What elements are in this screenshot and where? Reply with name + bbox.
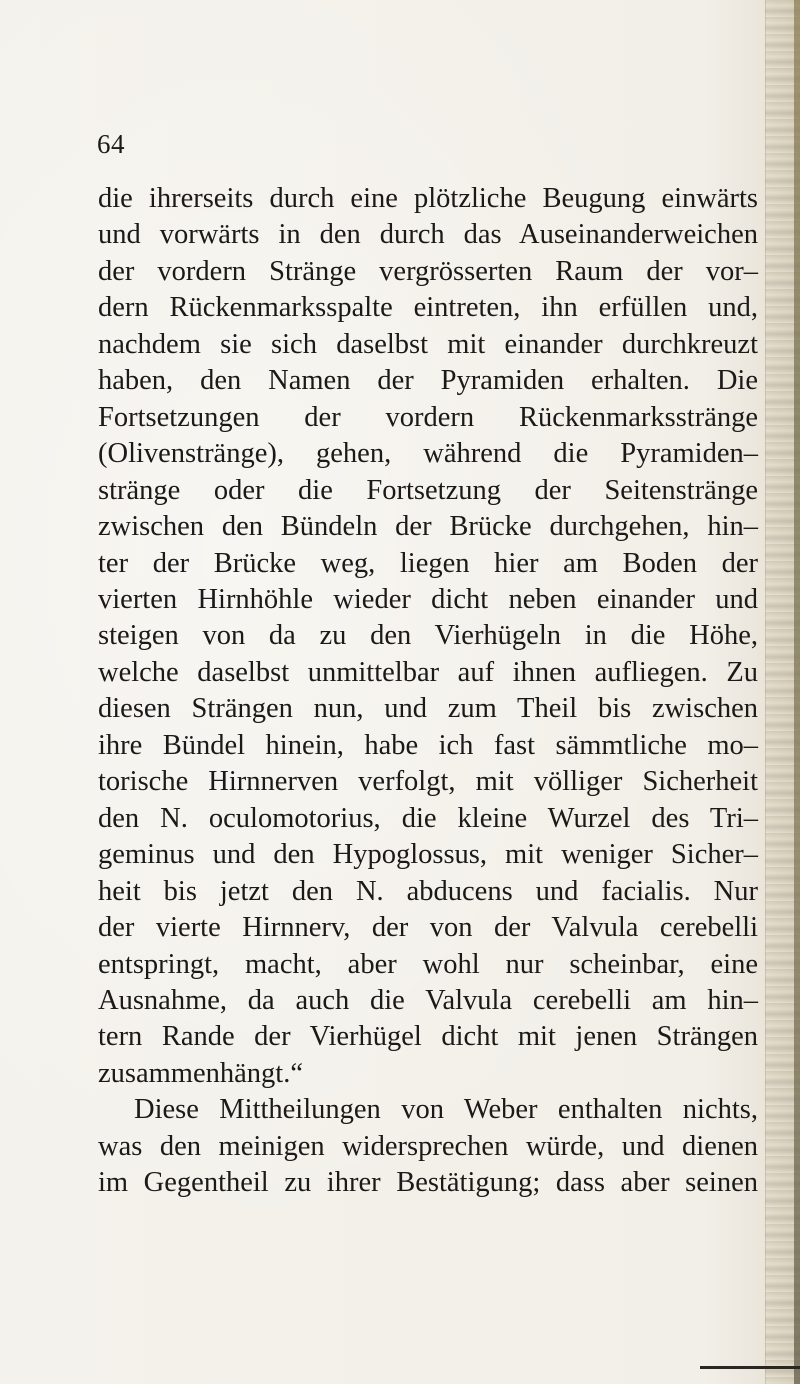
text-line: den N. oculomotorius, die kleine Wurzel des Tri– (98, 802, 758, 834)
text-line: Fortsetzungen der vordern Rückenmarksstränge (98, 401, 758, 433)
text-line: diesen Strängen nun, und zum Theil bis zwischen (98, 693, 758, 725)
text-line: der vierte Hirnnerv, der von der Valvula cerebelli (98, 912, 758, 944)
text-line: zusammenhängt.“ (98, 1057, 303, 1089)
text-line: zwischen den Bündeln der Brücke durchgehen, hin– (98, 511, 758, 543)
text-line: tern Rande der Vierhügel dicht mit jenen Strängen (98, 1021, 758, 1053)
text-line: torische Hirnnerven verfolgt, mit völliger Sicherheit (98, 766, 758, 798)
body-text (98, 181, 758, 1202)
text-line: dern Rückenmarksspalte eintreten, ihn erfüllen und, (98, 292, 758, 324)
text-line: und vorwärts in den durch das Auseinanderweichen (98, 219, 758, 251)
text-line: ter der Brücke weg, liegen hier am Boden der (98, 547, 758, 579)
text-line: heit bis jetzt den N. abducens und facialis. Nur (98, 875, 758, 907)
text-line: die ihrerseits durch eine plötzliche Beugung einwärts (98, 183, 758, 214)
text-line: der vordern Stränge vergrösserten Raum der vor– (98, 255, 758, 287)
text-line: was den meinigen widersprechen würde, und dienen (98, 1130, 758, 1162)
text-line: (Olivenstränge), gehen, während die Pyramiden– (98, 438, 758, 470)
book-spine-edge (794, 0, 800, 1384)
text-line: ihre Bündel hinein, habe ich fast sämmtliche mo– (98, 729, 758, 761)
text-line: Ausnahme, da auch die Valvula cerebelli am hin– (98, 984, 758, 1016)
text-line: haben, den Namen der Pyramiden erhalten. Die (98, 365, 758, 397)
text-line: vierten Hirnhöhle wieder dicht neben einander und (98, 583, 758, 615)
page-number: 64 (97, 129, 125, 159)
text-line: im Gegentheil zu ihrer Bestätigung; dass aber seinen (98, 1167, 758, 1199)
text-line: welche daselbst unmittelbar auf ihnen aufliegen. Zu (98, 656, 758, 688)
text-line: geminus und den Hypoglossus, mit weniger Sicher– (98, 839, 758, 871)
text-line: entspringt, macht, aber wohl nur scheinbar, eine (98, 948, 758, 980)
text-line: steigen von da zu den Vierhügeln in die Höhe, (98, 620, 758, 652)
text-line: stränge oder die Fortsetzung der Seitenstränge (98, 474, 758, 506)
text-line: nachdem sie sich daselbst mit einander durchkreuzt (98, 328, 758, 360)
text-line: Diese Mittheilungen von Weber enthalten nichts, (134, 1094, 758, 1126)
bottom-edge-rule (700, 1366, 800, 1369)
